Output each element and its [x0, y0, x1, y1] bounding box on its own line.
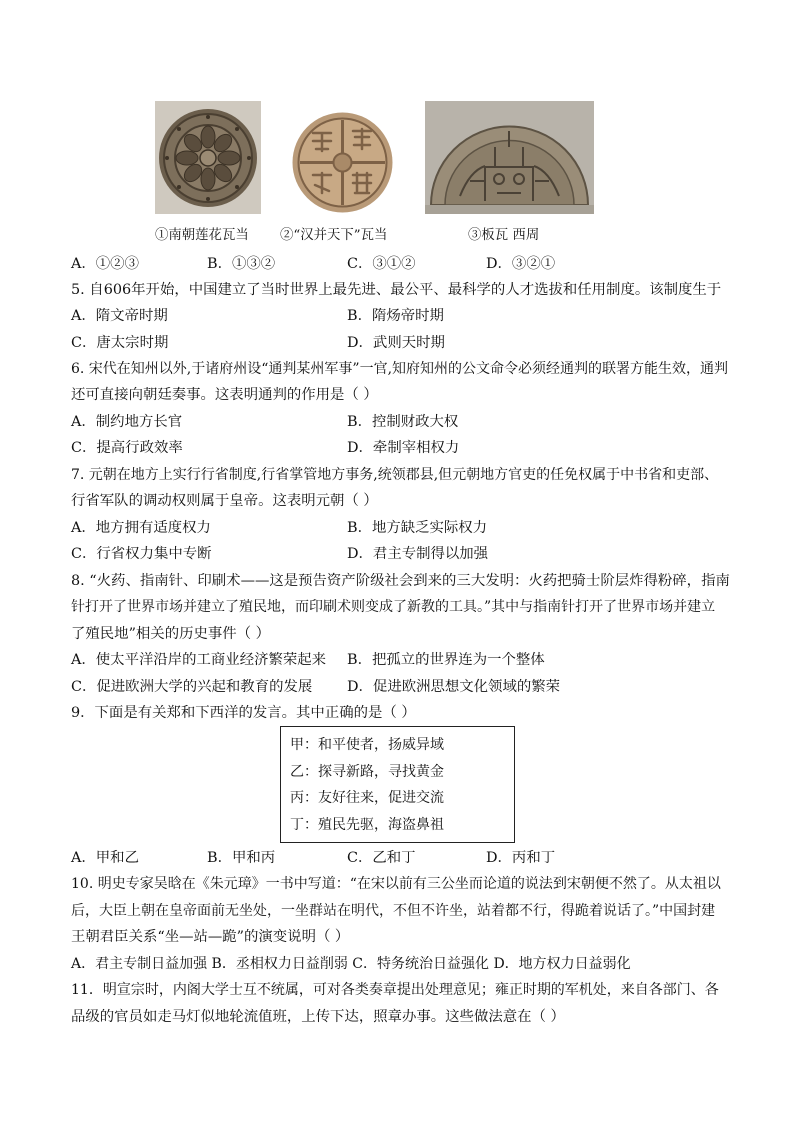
q5-option-b[interactable]: B．隋炀帝时期 [347, 308, 444, 324]
q7-option-b[interactable]: B．地方缺乏实际权力 [347, 520, 488, 536]
q7-option-c[interactable]: C．行省权力集中专断 [71, 546, 212, 562]
q7-option-a[interactable]: A．地方拥有适度权力 [71, 520, 211, 536]
q9-statement-ding: 丁：殖民先驱，海盗鼻祖 [290, 817, 444, 833]
image-lotus-tile-end [155, 101, 261, 214]
image-semicircle-roof-tile [425, 101, 594, 214]
q8-stem-line-3: 了殖民地”相关的历史事件（ ） [71, 626, 271, 642]
q6-option-b[interactable]: B．控制财政大权 [347, 414, 459, 430]
q6-stem-line-1: 6. 宋代在知州以外,于诸府州设“通判某州军事”一官,知府知州的公文命令必须经通判的联署方能生效，通判 [71, 361, 729, 377]
q6-option-c[interactable]: C．提高行政效率 [71, 440, 183, 456]
q10-stem-line-3: 王朝君臣关系“坐—站—跪”的演变说明（ ） [71, 929, 350, 945]
q7-stem-line-1: 7. 元朝在地方上实行行省制度,行省掌管地方事务,统领郡县,但元朝地方官吏的任免权属于中书省和吏部、 [71, 467, 719, 483]
q9-option-a[interactable]: A．甲和乙 [71, 850, 139, 866]
q9-stem: 9．下面是有关郑和下西洋的发言。其中正确的是（ ） [71, 705, 416, 721]
image-hanbingtianxia-tile-end [291, 111, 394, 214]
q6-stem-line-2: 还可直接向朝廷奏事。这表明通判的作用是（ ） [71, 387, 378, 403]
q9-statement-bing: 丙：友好往来，促进交流 [290, 790, 444, 806]
q9-option-d[interactable]: D．丙和丁 [486, 850, 556, 866]
q8-option-b[interactable]: B．把孤立的世界连为一个整体 [347, 652, 545, 668]
q6-option-a[interactable]: A．制约地方长官 [71, 414, 183, 430]
q10-stem-line-2: 后，大臣上朝在皇帝面前无坐处，一坐群站在明代，不但不许坐，站着都不行，得跪着说话了。”中国封建 [71, 903, 716, 919]
q5-option-c[interactable]: C．唐太宗时期 [71, 335, 169, 351]
q11-stem-line-1: 11．明宣宗时，内阁大学士互不统属，可对各类奏章提出处理意见；雍正时期的军机处，来自各部门、各 [71, 982, 719, 998]
caption-1: ①南朝莲花瓦当 [155, 228, 249, 243]
q8-option-a[interactable]: A．使太平洋沿岸的工商业经济繁荣起来 [71, 652, 327, 668]
q9-option-c[interactable]: C．乙和丁 [347, 850, 416, 866]
q10-stem-line-1: 10. 明史专家吴晗在《朱元璋》一书中写道：“在宋以前有三公坐而论道的说法到宋朝便不然了。从太祖以 [71, 876, 721, 892]
q4-option-b[interactable]: B．①③② [207, 256, 276, 272]
hanbingtianxia-tile-end-icon [291, 111, 394, 214]
lotus-tile-end-icon [155, 101, 261, 214]
q5-option-d[interactable]: D．武则天时期 [347, 335, 445, 351]
q5-stem: 5. 自606年开始，中国建立了当时世界上最先进、最公平、最科学的人才选拔和任用制度。该制度生于 [71, 282, 722, 298]
q9-option-b[interactable]: B．甲和丙 [207, 850, 276, 866]
q10-options[interactable]: A．君主专制日益加强 B．丞相权力日益削弱 C．特务统治日益强化 D．地方权力日益弱化 [71, 956, 631, 972]
q11-stem-line-2: 品级的官员如走马灯似地轮流值班，上传下达，照章办事。这些做法意在（ ） [71, 1009, 565, 1025]
semicircle-roof-tile-icon [425, 101, 594, 214]
q7-stem-line-2: 行省军队的调动权则属于皇帝。这表明元朝（ ） [71, 493, 378, 509]
q9-statement-jia: 甲：和平使者，扬威异域 [290, 737, 444, 753]
q8-option-c[interactable]: C．促进欧洲大学的兴起和教育的发展 [71, 679, 313, 695]
q9-statement-box [280, 726, 515, 843]
q7-option-d[interactable]: D．君主专制得以加强 [347, 546, 489, 562]
q4-option-d[interactable]: D．③②① [486, 256, 556, 272]
q4-option-a[interactable]: A．①②③ [71, 256, 139, 272]
q5-option-a[interactable]: A．隋文帝时期 [71, 308, 168, 324]
q6-option-d[interactable]: D．牵制宰相权力 [347, 440, 460, 456]
caption-3: ③板瓦 西周 [468, 228, 540, 243]
q8-stem-line-2: 针打开了世界市场并建立了殖民地，而印刷术则变成了新教的工具。”其中与指南针打开了世界市场并建立 [71, 599, 716, 615]
q9-statement-yi: 乙：探寻新路，寻找黄金 [290, 764, 444, 780]
q8-stem-line-1: 8. “火药、指南针、印刷术——这是预告资产阶级社会到来的三大发明：火药把骑士阶层炸得粉碎，指南 [71, 573, 730, 589]
q4-option-c[interactable]: C．③①② [347, 256, 416, 272]
caption-2: ②“汉并天下”瓦当 [280, 228, 388, 243]
q8-option-d[interactable]: D．促进欧洲思想文化领域的繁荣 [347, 679, 561, 695]
